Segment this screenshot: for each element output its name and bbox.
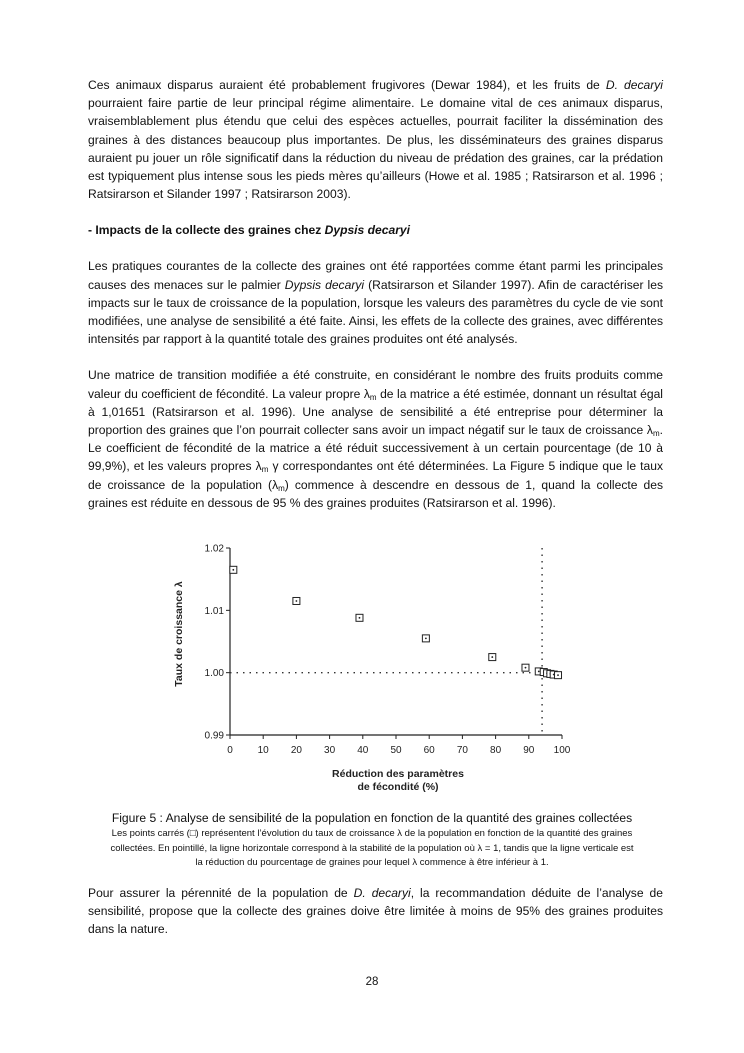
y-tick-label: 1.00 xyxy=(204,668,224,680)
x-tick-label: 40 xyxy=(357,745,369,756)
paragraph-4: Pour assurer la pérennité de la population de D. decaryi, la recommandation déduite de l’analyse de sensibilité, propose que la collecte des graines doive être limitée à moins de 95% des graines produites dans la nature. xyxy=(88,886,663,937)
caption-line-3: la réduction du pourcentage de graines pour lequel λ commence à être inférieur à 1. xyxy=(195,857,549,869)
caption-title: Figure 5 : Analyse de sensibilité de la population en fonction de la quantité des graines collectées xyxy=(111,811,633,825)
x-tick-label: 30 xyxy=(324,745,336,756)
paragraph-1: Ces animaux disparus auraient été probablement frugivores (Dewar 1984), et les fruits de D. decaryi pourraient faire partie de leur principal régime alimentaire. Le domaine vital de ces animaux disparus, vraisemblablement plus étendu que celui des espèces actuelles, pourrait faciliter la dissémination des graines à des distances beaucoup plus importantes. De plus, les disséminateurs des graines disparus auraient pu jouer un rôle significatif dans la réduction du niveau de prédation des graines, car la prédation est typiquement plus intense sous les pieds mères qu’ailleurs (Howe et al. 1985 ; Ratsirarson et al. 1996 ; Ratsirarson et Silander 1997 ; Ratsirarson 2003). xyxy=(88,78,663,202)
figure-5 xyxy=(172,536,582,798)
x-tick-label: 80 xyxy=(490,745,502,756)
data-point-center xyxy=(232,569,234,571)
paragraph-2: Les pratiques courantes de la collecte des graines ont été rapportées comme étant parmi les principales causes des menaces sur le palmier Dypsis decaryi (Ratsirarson et Silander 1997). Afin de caractériser les impacts sur le taux de croissance de la population, lorsque les valeurs des paramètres du cycle de vie sont modifiées, une analyse de sensibilité a été faite. Ainsi, les effets de la collecte des graines, avec différentes intensités par rapport à la quantité totale des graines produites ont été analysés. xyxy=(88,259,663,347)
body-text-bottom xyxy=(88,884,663,939)
page-number: 28 xyxy=(365,976,379,988)
caption-description xyxy=(60,827,684,871)
x-tick-label: 90 xyxy=(523,745,535,756)
x-tick-label: 100 xyxy=(553,745,571,756)
data-point-center xyxy=(296,600,298,602)
x-axis-label-line1: Réduction des paramètres xyxy=(332,768,464,780)
data-point-center xyxy=(557,674,559,676)
x-tick-label: 0 xyxy=(227,745,233,756)
y-tick-label: 1.02 xyxy=(204,543,224,555)
x-tick-label: 10 xyxy=(257,745,269,756)
x-tick-label: 60 xyxy=(423,745,435,756)
sensitivity-chart xyxy=(172,536,582,798)
section-heading: - Impacts de la collecte des graines chez Dypsis decaryi xyxy=(88,223,410,238)
caption-line-1: Les points carrés (□) représentent l’évolution du taux de croissance λ de la population en fonction de la quantité des graines xyxy=(111,828,633,839)
x-tick-label: 50 xyxy=(390,745,402,756)
figure-caption xyxy=(60,810,684,871)
y-tick-label: 1.01 xyxy=(204,605,224,617)
x-tick-label: 70 xyxy=(456,745,468,756)
caption-line-2: collectées. En pointillé, la ligne horizontale correspond à la stabilité de la population où λ = 1, tandis que la ligne verticale est xyxy=(110,842,634,854)
data-point-center xyxy=(538,671,540,673)
x-tick-label: 20 xyxy=(290,745,302,756)
body-text xyxy=(88,76,663,512)
y-tick-label: 0.99 xyxy=(204,730,224,742)
y-axis-label: Taux de croissance λ xyxy=(173,581,185,687)
data-point-center xyxy=(425,637,427,639)
data-point-center xyxy=(359,617,361,619)
paragraph-3: Une matrice de transition modifiée a été construite, en considérant le nombre des fruits produits comme valeur du coefficient de fécondité. La valeur propre $\lambda_m$ de la matrice a été estimée, donnant un résultat égal à 1,01651 (Ratsirarson et al. 1996). Une analyse de sensibilité a été entreprise pour déterminer la proportion des graines que l’on pourrait collecter sans avoir un impact négatif sur le taux de croissance $\lambda_m$. Le coefficient de fécondité de la matrice a été réduit successivement à un certain pourcentage (de 10 à 99,9%), et les valeurs propres $\lambda_m$ γ correspondantes ont été déterminées. La Figure 5 indique que le taux de croissance de la population $(\lambda_m)$ commence à descendre en dessous de 1, quand la collecte des graines est réduite en dessous de 95 % des graines produites (Ratsirarson et al. 1996). xyxy=(88,368,664,510)
data-point-center xyxy=(525,667,527,669)
data-point-center xyxy=(491,656,493,658)
x-axis-label-line2: de fécondité (%) xyxy=(357,781,439,793)
